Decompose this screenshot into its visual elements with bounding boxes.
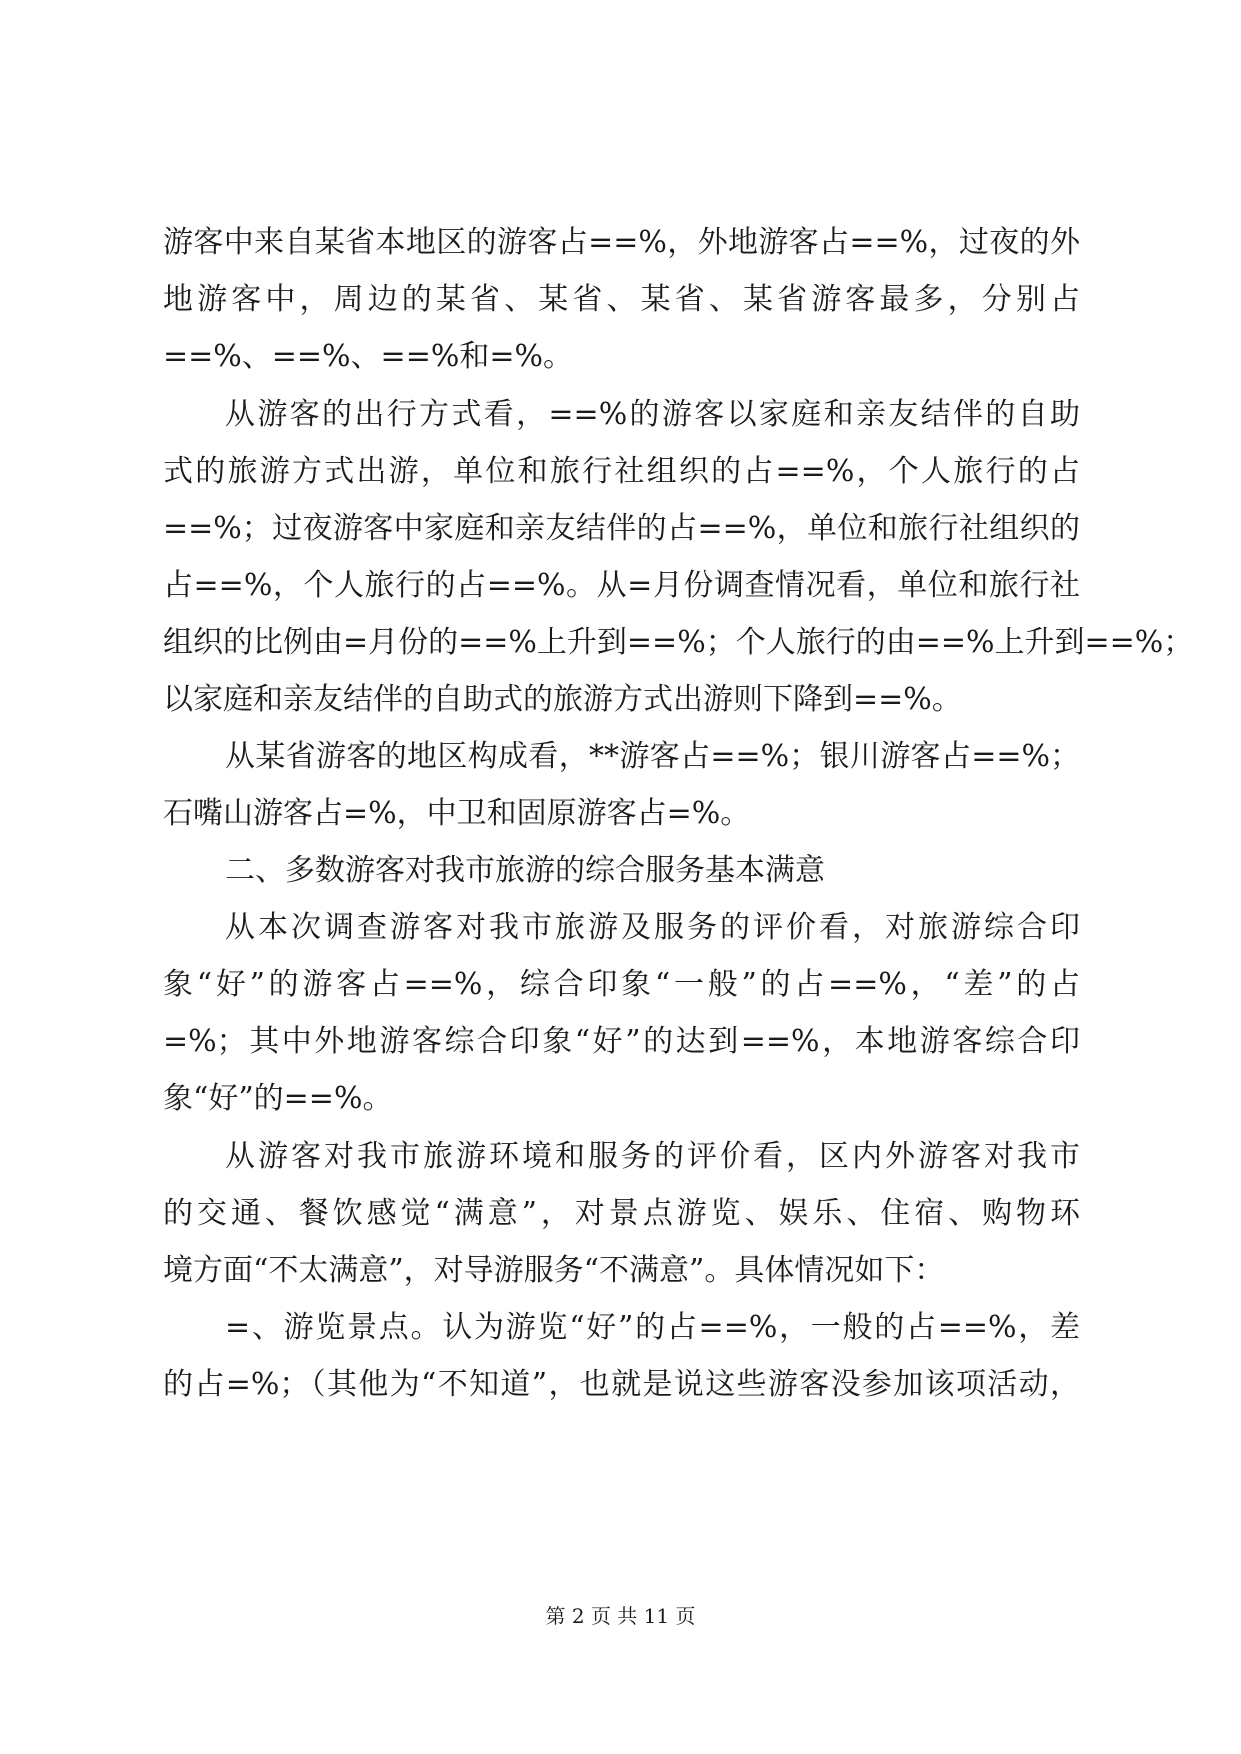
text-line-13: 从本次调查游客对我市旅游及服务的评价看，对旅游综合印 bbox=[225, 910, 1080, 945]
text-line-6: ==%；过夜游客中家庭和亲友结伴的占==%，单位和旅行社组织的 bbox=[163, 511, 1080, 546]
text-line-15: =%；其中外地游客综合印象“好”的达到==%，本地游客综合印 bbox=[163, 1024, 1080, 1059]
text-line-9: 以家庭和亲友结伴的自助式的旅游方式出游则下降到==%。 bbox=[163, 682, 962, 717]
text-line-21: 的占=%；（其他为“不知道”，也就是说这些游客没参加该项活动， bbox=[163, 1367, 1080, 1402]
text-line-7: 占==%，个人旅行的占==%。从=月份调查情况看，单位和旅行社 bbox=[163, 568, 1080, 603]
text-line-10: 从某省游客的地区构成看，**游客占==%；银川游客占==%； bbox=[225, 739, 1080, 774]
text-line-2: 地游客中，周边的某省、某省、某省、某省游客最多，分别占 bbox=[163, 282, 1080, 317]
text-line-16: 象“好”的==%。 bbox=[163, 1081, 393, 1116]
text-line-3: ==%、==%、==%和=%。 bbox=[163, 339, 573, 374]
text-line-18: 的交通、餐饮感觉“满意”，对景点游览、娱乐、住宿、购物环 bbox=[163, 1196, 1080, 1231]
text-line-17: 从游客对我市旅游环境和服务的评价看，区内外游客对我市 bbox=[225, 1139, 1080, 1174]
page-number-footer: 第 2 页 共 11 页 bbox=[545, 1604, 696, 1628]
text-line-4: 从游客的出行方式看，==%的游客以家庭和亲友结伴的自助 bbox=[225, 397, 1080, 432]
text-line-11: 石嘴山游客占=%，中卫和固原游客占=%。 bbox=[163, 796, 751, 831]
text-line-20: =、游览景点。认为游览“好”的占==%，一般的占==%，差 bbox=[225, 1310, 1080, 1345]
text-line-14: 象“好”的游客占==%，综合印象“一般”的占==%，“差”的占 bbox=[163, 967, 1080, 1002]
section-heading: 二、多数游客对我市旅游的综合服务基本满意 bbox=[225, 853, 825, 888]
text-line-1: 游客中来自某省本地区的游客占==%，外地游客占==%，过夜的外 bbox=[163, 225, 1080, 260]
text-line-5: 式的旅游方式出游，单位和旅行社组织的占==%，个人旅行的占 bbox=[163, 454, 1080, 489]
text-line-19: 境方面“不太满意”，对导游服务“不满意”。具体情况如下： bbox=[163, 1253, 945, 1288]
text-line-8: 组织的比例由=月份的==%上升到==%；个人旅行的由==%上升到==%； bbox=[163, 625, 1194, 660]
